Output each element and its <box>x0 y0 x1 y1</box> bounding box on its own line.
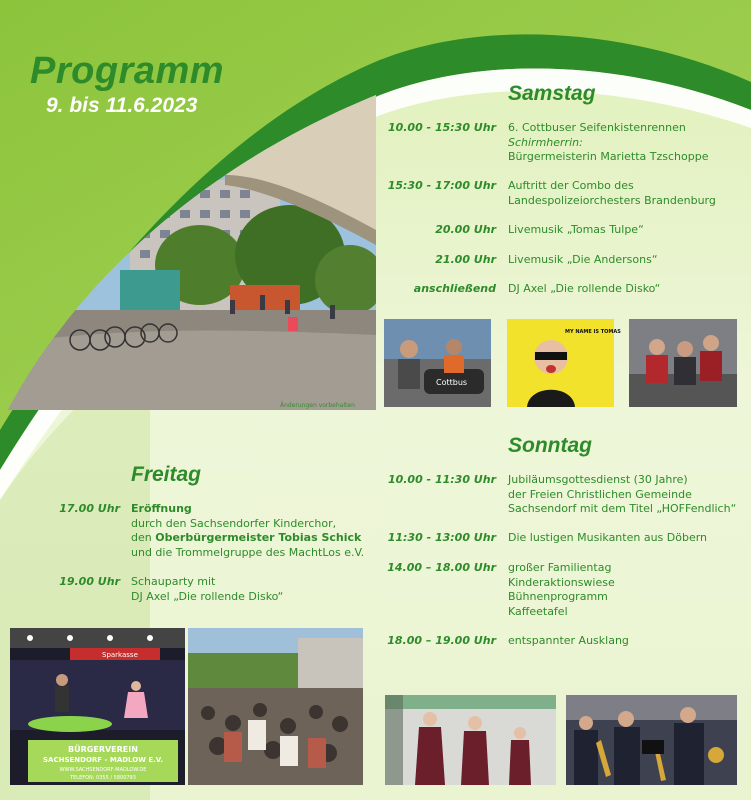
freitag-heading: Freitag <box>131 463 202 486</box>
event-time: 11:30 - 13:00 Uhr <box>387 531 496 544</box>
crowd-photo <box>188 628 363 785</box>
tomas-tulpe-photo <box>507 319 621 407</box>
event-time: anschließend <box>413 282 496 295</box>
samstag-heading: Samstag <box>508 82 596 105</box>
event-title: Jubiläumsgottesdienst (30 Jahre) <box>508 473 688 486</box>
event-line: DJ Axel „Die rollende Disko“ <box>131 589 284 603</box>
event-line: durch den Sachsendorfer Kinderchor, <box>131 516 337 530</box>
page-title: Programm <box>30 50 225 92</box>
event-line: Sachsendorf mit dem Titel „HOFFendlich“ <box>508 502 737 515</box>
event-time: 10.00 - 11:30 Uhr <box>387 473 496 486</box>
event-title: großer Familientag <box>508 561 612 574</box>
event-time: 10.00 - 15:30 Uhr <box>387 121 496 134</box>
stage-sign-text: Sparkasse <box>102 651 138 659</box>
event-title: DJ Axel „Die rollende Disko“ <box>508 282 661 295</box>
event-date-range: 9. bis 11.6.2023 <box>46 94 198 117</box>
sonntag-heading: Sonntag <box>508 434 592 457</box>
event-title: Die lustigen Musikanten aus Döbern <box>508 531 708 544</box>
mayor-name: Oberbürgermeister Tobias Schick <box>155 531 362 544</box>
banner-line-2: SACHSENDORF - MADLOW E.V. <box>43 756 163 764</box>
event-line: und die Trommelgruppe des MachtLos e.V. <box>131 545 365 559</box>
tomas-shirt-text: MY NAME IS TOMAS <box>565 329 621 335</box>
event-title: entspannter Ausklang <box>508 634 629 647</box>
event-line: der Freien Christlichen Gemeinde <box>508 487 692 501</box>
event-time: 21.00 Uhr <box>435 253 496 266</box>
soapbox-race-photo <box>384 319 491 407</box>
event-title: Eröffnung <box>131 502 192 515</box>
event-title: Auftritt der Combo des <box>508 179 634 192</box>
event-title: 6. Cottbuser Seifenkistenrennen <box>508 121 686 134</box>
event-time: 20.00 Uhr <box>435 223 496 236</box>
event-title: Livemusik „Die Andersons“ <box>508 253 658 266</box>
event-line: Landespolizeiorchesters Brandenburg <box>508 193 716 207</box>
event-time: 17.00 Uhr <box>59 502 120 515</box>
soapbox-text: Cottbus <box>436 378 468 387</box>
banner-line-4: TELEFON: 0355 / 5800793 <box>70 775 136 781</box>
stage-photo <box>10 628 185 785</box>
andersons-band-photo <box>629 319 737 407</box>
event-line: Schirmherrin: <box>508 135 583 149</box>
event-title: Schauparty mit <box>131 575 216 588</box>
plaza-photo <box>0 95 376 410</box>
event-time: 19.00 Uhr <box>59 575 120 588</box>
event-time: 18.00 – 19.00 Uhr <box>387 634 496 647</box>
event-line <box>131 531 364 546</box>
singers-photo <box>385 695 556 785</box>
banner-line-3: WWW.SACHSENDORF-MADLOW.DE <box>59 767 147 773</box>
event-title: Livemusik „Tomas Tulpe“ <box>508 223 644 236</box>
event-line-prefix: den <box>131 531 156 544</box>
banner-line-1: BÜRGERVEREIN <box>68 745 138 754</box>
event-line: Kinderaktionswiese <box>508 575 615 589</box>
brass-band-photo <box>566 695 737 785</box>
event-line: Bühnenprogramm <box>508 590 608 603</box>
changes-reserved-note: Änderungen vorbehalten <box>280 402 355 409</box>
event-time: 15:30 - 17:00 Uhr <box>387 179 496 192</box>
event-line: Kaffeetafel <box>508 604 568 618</box>
event-line: Bürgermeisterin Marietta Tzschoppe <box>508 150 709 163</box>
event-time: 14.00 – 18.00 Uhr <box>387 561 496 574</box>
